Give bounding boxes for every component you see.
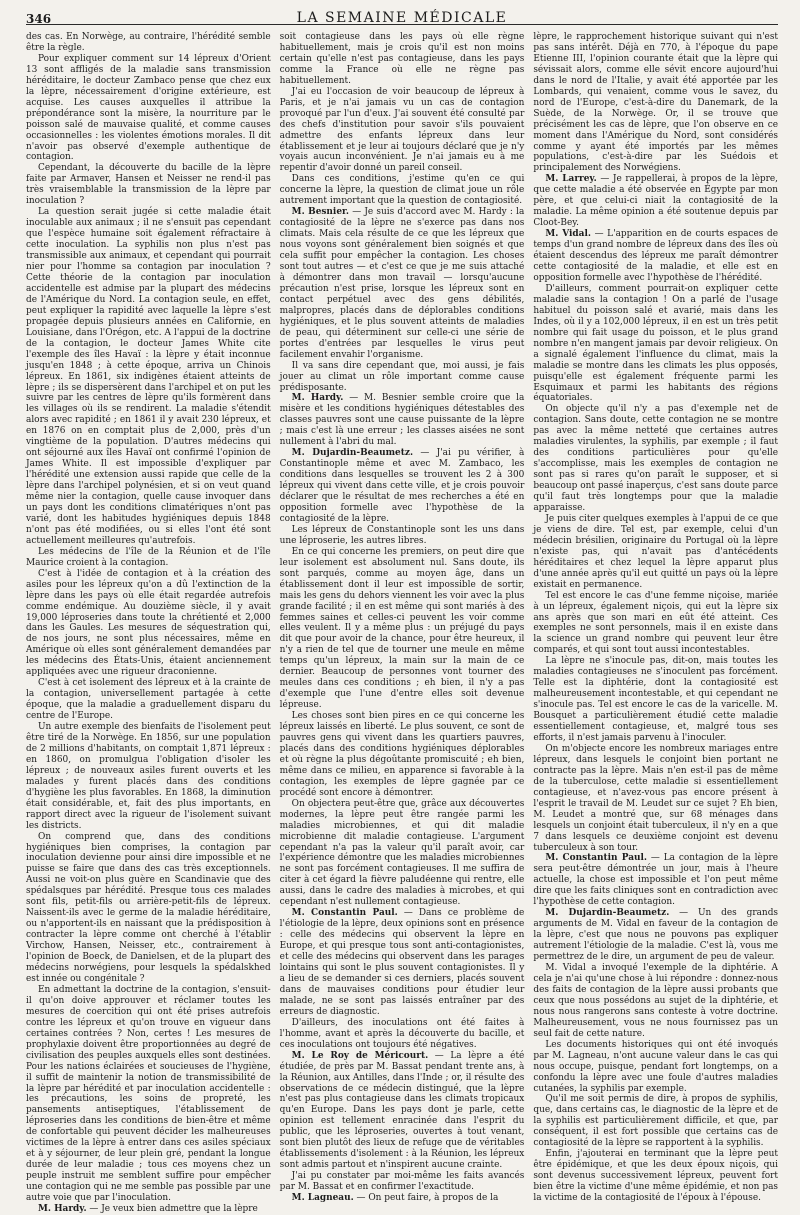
paragraph [280,711,525,799]
page-number: 346 [26,12,52,26]
paragraph-text: On objectera peut-être que, grâce aux découvertes modernes, la lèpre peut être rangée parmi les maladies microbiennes, et qui dit maladie microbienne dit maladie contagieuse. L'argument cependant n'a pas la valeur qu'il paraît avoir, car l'expérience démontre que les maladies microbiennes ne sont pas forcément contagieuses. Il me suffira de citer à cet égard la fièvre paludéenne qui rentre, elle aussi, dans le cadre des maladies à microbes, et qui cependant n'est nullement contagieuse. [279,798,525,908]
paragraph-text: On comprend que, dans des conditions hygiéniques bien comprises, la contagion par inoculation devienne pour ainsi dire impossible et ne puisse se faire que dans des cas très exceptionnels. Aussi ne voit-on plus guère en Scandinavie que des spédalsques par hérédité. Presque tous ces malades sont fils, petit-fils ou arrière-petit-fils de lépreux. Naissent-ils avec le germe de la maladie héréditaire, ou n'apportent-ils en naissant que la prédisposition à contracter la lèpre comme ont cherché à l'établir Virchow, Hansen, Neisser, etc., contrairement à l'opinion de Boeck, de Danielsen, et de la plupart des médecins norwégiens, pour lesquels la spédalskhed est innée ou congénitale ? [26,831,271,984]
paragraph-text: soit contagieuse dans les pays où elle règne habituellement, mais je crois qu'il est non moins certain qu'elle n'est pas contagieuse, dans les pays comme la France où elle ne règne pas habituellement. [279,32,525,86]
paragraph-text: — On peut faire, à propos de la [353,1193,499,1204]
paragraph [26,832,271,985]
paragraph [26,54,271,164]
paragraph-text: — Un des grands arguments de M. Vidal en faveur de la contagion de la lèpre, c'est que nous ne pouvons pas expliquer autrement l'étiologie de la maladie. C'est là, vous me permettrez de le dire, un argument de peu de valeur. [533,908,779,963]
speaker-name: M. Hardy. [291,393,344,404]
paragraph-text: Qu'il me soit permis de dire, à propos de syphilis, que, dans certains cas, le diagnostic de la lèpre et de la syphilis est particulièrement difficile, et que, par conséquent, il est fort possible que certains cas de contagiosité de la lèpre se rapportent à la syphilis. [533,1094,779,1149]
paragraph-text: Tel est encore le cas d'une femme niçoise, mariée à un lépreux, également niçois, qui eut la lèpre six ans après que son mari en eût été atteint. Ces exemples ne sont personnels, mais il en existe dans la science un grand nombre qui peuvent leur être comparés, et qui sont tout aussi incontestables. [533,590,779,656]
speaker-name: M. Constantin Paul. [291,908,398,919]
paragraph-text: J'ai pu constater par moi-même les faits avancés par M. Bassat et en confirmer l'exactitude. [279,1171,525,1193]
paragraph-text: Les choses sont bien pires en ce qui concerne les lépreux laissés en liberté. Le plus souvent, ce sont de pauvres gens qui vivent dans les quartiers pauvres, placés dans des conditions hygiéniques déplorables et où règne la plus dégoûtante promiscuité ; eh bien, même dans ce milieu, en apparence si favorable à la contagion, les exemples de lèpre gagnée par ce procédé sont encore à démontrer. [279,711,525,798]
paragraph [533,404,778,514]
paragraph [280,32,525,87]
paragraph [280,1051,525,1171]
paragraph [533,174,778,229]
paragraph-text: Dans ces conditions, j'estime qu'en ce qui concerne la lèpre, la question de climat joue un rôle autrement important que la question de contagiosité. [279,174,525,207]
column-2 [279,32,525,1204]
paragraph [533,1094,778,1149]
paragraph-text: — La lèpre a été étudiée, de près par M. Bassat pendant trente ans, à la Réunion, aux Antilles, dans l'Inde ; or, il résulte des observations de ce médecin distingué, que la lèpre n'est pas plus contagieuse dans les climats tropicaux qu'en Europe. Dans les pays dont je parle, cette opinion est tellement enracinée dans l'esprit du public, que les léproseries, ouvertes à tout venant, sont bien plutôt des lieux de refuge que de véritables établissements d'isolement : à la Réunion, les lépreux sont admis partout et n'inspirent aucune crainte. [279,1050,525,1171]
running-title: LA SEMAINE MÉDICALE [296,10,508,26]
paragraph [533,853,778,908]
paragraph [280,1018,525,1051]
speaker-name: M. Dujardin-Beaumetz. [545,908,670,919]
speaker-name: M. Lagneau. [291,1193,354,1204]
paragraph [280,525,525,547]
paragraph [26,722,271,832]
paragraph-text: En admettant la doctrine de la contagion, s'ensuit-il qu'on doive approuver et réclamer toutes les mesures de coercition qui ont été prises autrefois contre les lépreux et qu'on trouve en vigueur dans certaines contrées ? Non, certes ! Les mesures de prophylaxie doivent être proportionnées au degré de civilisation des peuples auxquels elles sont destinées. Pour les nations éclairées et soucieuses de l'hygiène, il suffit de maintenir la notion de transmissibilité de la lèpre par hérédité et par inoculation accidentelle : les précautions, les soins de propreté, les pansements antiseptiques, l'établissement de léproseries dans les conditions de bien-être et même de confortable qui peuvent décider les malheureuses victimes de la lèpre à entrer dans ces asiles spéciaux et à y séjourner, de leur plein gré, pendant la longue durée de leur maladie ; tous ces moyens chez un peuple instruit me semblent suffire pour empêcher une contagion qui ne me semble pas possible par une autre voie que par l'inoculation. [26,984,271,1204]
paragraph [26,207,271,547]
paragraph [533,1149,778,1204]
paragraph [280,174,525,207]
text-columns [26,32,779,1214]
column-3 [533,32,779,1204]
paragraph-text: C'est à l'idée de contagion et à la création des asiles pour les lépreux qu'on a dû l'extinction de la lèpre dans les pays où elle était regardée autrefois comme endémique. Au douzième siècle, il y avait 19,000 léproseries dans toute la chrétienté et 2,000 dans les Gaules. Les mesures de séquestration qui, de nos jours, ne sont plus nécessaires, même en Amérique où elles sont généralement demandées par les médecins des États-Unis, étaient anciennement appliquées avec une rigueur draconienne. [26,568,271,678]
paragraph [533,514,778,591]
speaker-name: M. Constantin Paul. [545,853,648,864]
paragraph-text: On m'objecte encore les nombreux mariages entre lépreux, dans lesquels le conjoint bien portant ne contracte pas la lèpre. Mais n'en est-il pas de même de la tuberculose, cette maladie si essentiellement contagieuse, et n'avez-vous pas encore présent à l'esprit le travail de M. Leudet sur ce sujet ? Eh bien, M. Leudet a montré que, sur 68 ménages dans lesquels un conjoint était tuberculeux, il n'y en a que 7 dans lesquels ce deuxième conjoint est devenu tuberculeux à son tour. [533,743,779,853]
paragraph [26,163,271,207]
paragraph-text: Les documents historiques qui ont été invoqués par M. Lagneau, n'ont aucune valeur dans le cas qui nous occupe, puisque, pendant fort longtemps, on a confondu la lèpre avec une foule d'autres maladies cutanées, la syphilis par exemple. [533,1039,779,1094]
paragraph-text: En ce qui concerne les premiers, on peut dire que leur isolement est absolument nul. Sans doute, ils sont parqués, comme au moyen âge, dans un établissement dont il leur est impossible de sortir, mais les gens du dehors viennent les voir avec la plus grande facilité ; il en est même qui sont mariés à des femmes saines et celles-ci peuvent les voir comme elles veulent. Il y a même plus : un préjugé du pays dit que pour avoir de la chance, pour être heureux, il n'y a rien de tel que de tourner une meule en même temps qu'un lépreux, la main sur la main de ce dernier. Beaucoup de personnes vont tourner des meules dans ces conditions ; eh bien, il n'y a pas d'exemple que l'une d'entre elles soit devenue lépreuse. [279,546,525,711]
paragraph-text: La question serait jugée si cette maladie était inoculable aux animaux ; il ne s'ensuit pas cependant que l'espèce humaine soit également réfractaire à cette inoculation. La syphilis non plus n'est pas transmissible aux animaux, et cependant qui pourrait nier pour l'homme sa contagion par inoculation ? Cette théorie de la contagion par inoculation accidentelle est admise par la plupart des médecins de l'Amérique du Nord. La contagion seule, en effet, peut expliquer la rapidité avec laquelle la lèpre s'est propagée depuis plusieurs années en Californie, en Louisiane, dans l'Orégon, etc. A l'appui de la doctrine de la contagion, le docteur James White cite l'exemple des îles Havaï : la lèpre y était inconnue jusqu'en 1848 ; à cette époque, arriva un Chinois lépreux. En 1861, six indigènes étaient atteints de lèpre ; ils se dispersèrent dans l'archipel et on put les suivre par les centres de lèpre qu'ils formèrent dans les villages où ils se rendirent. La maladie s'étendit alors avec rapidité ; en 1861 il y avait 230 lépreux, et en 1876 on en comptait plus de 2,000, près d'un vingtième de la population. D'autres médecins qui ont séjourné aux îles Havaï ont confirmé l'opinion de James White. Il est impossible d'expliquer par l'hérédité une extension aussi rapide que celle de la lèpre dans l'archipel polynésien, et si on veut quand même nier la contagion, quelle cause invoquer dans un pays dont les conditions climatériques n'ont pas varié, dont les habitudes hygiéniques depuis 1848 n'ont pas été modifiées, ou si elles l'ont été sont actuellement meilleures qu'autrefois. [26,207,271,546]
paragraph-text: — Dans ce problème de l'étiologie de la lèpre, deux opinions sont en présence : celle des médecins qui observent la lèpre en Europe, et qui presque tous sont anti-contagionistes, et celle des médecins qui observent dans les parages lointains qui sont le plus souvent contagionistes. Il y a lieu de se demander si ces derniers, placés souvent dans de mauvaises conditions pour étudier leur malade, ne se sont pas laissés entraîner par des erreurs de diagnostic. [279,908,525,1017]
paragraph-text: Un autre exemple des bienfaits de l'isolement peut être tiré de la Norwège. En 1856, sur une population de 2 millions d'habitants, on comptait 1,871 lépreux : en 1860, on promulgua l'obligation d'isoler les lépreux ; de nouveaux asiles furent ouverts et les malades y furent placés dans des conditions d'hygiène les plus favorables. En 1868, la diminution était considérable, et, fait des plus importants, en rapport direct avec la rigueur de l'isolement suivant les districts. [26,722,271,831]
speaker-name: M. Vidal. [545,229,591,240]
paragraph-text: D'ailleurs, des inoculations ont été faites à l'homme, avant et après la découverte du bacille, et ces inoculations ont toujours été négatives. [279,1017,525,1050]
paragraph [533,1040,778,1095]
paragraph-text: — Je rappellerai, à propos de la lèpre, que cette maladie a été observée en Égypte par mon père, et que celui-ci niait la contagiosité de la maladie. La même opinion a été soutenue depuis par Cloot-Bey. [533,174,779,229]
paragraph [26,547,271,569]
paragraph-text: Les lépreux de Constantinople sont les uns dans une léproserie, les autres libres. [279,524,525,546]
speaker-name: M. Larrey. [545,174,597,185]
paragraph [26,32,271,54]
paragraph [533,908,778,963]
paragraph-text: Pour expliquer comment sur 14 lépreux d'Orient 13 sont affligés de la maladie sans transmission héréditaire, le docteur Zambaco pense que chez eux la lèpre, nécessairement d'origine extérieure, est acquise. Les causes auxquelles il attribue la prépondérance sont la misère, la nourriture par le poisson salé de mauvaise qualité, et comme causes occasionnelles : les violentes émotions morales. Il dit n'avoir pas observé d'exemple authentique de contagion. [26,53,271,163]
paragraph-text: des cas. En Norwège, au contraire, l'hérédité semble être la règle. [26,32,271,53]
paragraph-text: La lèpre ne s'inocule pas, dit-on, mais toutes les maladies contagieuses ne s'inoculent pas forcément. Telle est la diphtérie, dont la contagiosité est malheureusement incontestable, et qui cependant ne s'inocule pas. Tel est encore le cas de la varicelle. M. Bousquet a particulièrement étudié cette maladie essentiellement contagieuse, et, malgré tous ses efforts, il n'est jamais parvenu à l'inoculer. [533,656,779,743]
paragraph-text: C'est à cet isolement des lépreux et à la crainte de la contagion, universellement partagée à cette époque, que la maladie a graduellement disparu du centre de l'Europe. [26,678,271,722]
paragraph [26,569,271,679]
paragraph [533,284,778,404]
paragraph [533,744,778,854]
paragraph-text: Enfin, j'ajouterai en terminant que la lèpre peut être épidémique, et que les deux époux niçois, qui sont devenus successivement lépreux, peuvent fort bien être la victime d'une même épidémie, et non pas la victime de la contagiosité de l'époux à l'épouse. [533,1149,779,1204]
paragraph [533,591,778,657]
paragraph-text: Je puis citer quelques exemples à l'appui de ce que je viens de dire. Tel est, par exemple, celui d'un médecin brésilien, originaire du Portugal où la lèpre n'existe pas, qui n'avait pas d'antécédents héréditaires et chez lequel la lèpre apparut plus d'une année après qu'il eut quitté un pays où la lèpre existait en permanence. [533,513,779,590]
page-header [26,10,778,32]
paragraph [280,1193,525,1204]
paragraph-text: D'ailleurs, comment pourrait-on expliquer cette maladie sans la contagion ! On a parlé de l'usage habituel du poisson salé et avarié, mais dans les Indes, où il y a 102,000 lépreux, il en est un très petit nombre qui fait usage du poisson, et le plus grand nombre n'en mangent jamais par devoir religieux. On a signalé également l'influence du climat, mais la maladie se montre dans les climats les plus opposés, puisqu'elle est également fréquente parmi les Esquimaux et parmi les habitants des régions équatoriales. [533,283,779,404]
column-1 [26,32,271,1214]
paragraph [280,1171,525,1193]
paragraph [533,32,778,174]
paragraph-text: — Je veux bien admettre que la lèpre [86,1203,258,1214]
paragraph-text: Cependant, la découverte du bacille de la lèpre faite par Armaver, Hansen et Neisser ne rend-il pas très vraisemblable la transmission de la lèpre par inoculation ? [26,163,271,207]
paragraph-text: — M. Besnier semble croire que la misère et les conditions hygiéniques détestables des classes pauvres sont une cause puissante de la lèpre ; mais c'est là une erreur ; les classes aisées ne sont nullement à l'abri du mal. [279,393,525,448]
paragraph [26,1204,271,1215]
paragraph [533,656,778,744]
paragraph [280,547,525,711]
paragraph [280,393,525,448]
paragraph [280,448,525,525]
paragraph-text: — L'apparition en de courts espaces de temps d'un grand nombre de lépreux dans des îles où étaient descendus des lépreux me paraît démontrer cette contagiosité de la maladie, et elle est en opposition formelle avec l'hypothèse de l'hérédité. [533,229,779,283]
paragraph [280,207,525,360]
speaker-name: M. Dujardin-Beaumetz. [291,448,414,459]
paragraph [26,985,271,1204]
paragraph-text: J'ai eu l'occasion de voir beaucoup de lépreux à Paris, et je n'ai jamais vu un cas de contagion provoqué par l'un d'eux. J'ai souvent été consulté par des chefs d'institution pour savoir s'ils pouvaient admettre des enfants lépreux dans leur établissement et je leur ai toujours déclaré que je n'y voyais aucun inconvénient. Je n'ai jamais eu à me repentir d'avoir donné un pareil conseil. [279,86,525,174]
paragraph-text: — J'ai pu vérifier, à Constantinople même et avec M. Zambaco, les conditions dans lesquelles se trouvent les 2 à 300 lépreux qui vivent dans cette ville, et je crois pouvoir déclarer que le résultat de mes recherches a été en opposition formelle avec l'hypothèse de la contagiosité de la lèpre. [279,448,525,524]
paragraph [280,361,525,394]
paragraph [280,87,525,175]
speaker-name: M. Le Roy de Méricourt. [291,1050,429,1061]
paragraph [26,678,271,722]
paragraph-text: — La contagion de la lèpre sera peut-être démontrée un jour, mais à l'heure actuelle, la chose est impossible et l'on peut même dire que les faits cliniques sont en contradiction avec l'hypothèse de cette contagion. [533,853,779,908]
paragraph [533,229,778,284]
paragraph-text: Il va sans dire cependant que, moi aussi, je fais jouer au climat un rôle important comme cause prédisposante. [279,360,525,393]
paragraph-text: Les médecins de l'île de la Réunion et de l'île Maurice croient à la contagion. [26,546,271,568]
paragraph-text: M. Vidal a invoqué l'exemple de la diphtérie. A cela je n'ai qu'une chose à lui répondre : donnez-nous des faits de contagion de la lèpre aussi probants que ceux que nous possédons au sujet de la diphtérie, et nous nous rangerons sans conteste à votre doctrine. Malheureusement, vous ne nous fournissez pas un seul fait de cette nature. [533,963,779,1039]
speaker-name: M. Besnier. [291,207,349,218]
paragraph [280,799,525,909]
header-rule [26,24,778,25]
paragraph-text: — Je suis d'accord avec M. Hardy : la contagiosité de la lèpre ne s'exerce pas dans nos climats. Mais cela résulte de ce que les lépreux que nous voyons sont généralement bien soignés et que cela suffit pour empêcher la contagion. Les choses sont tout autres — et c'est ce que je me suis attaché à démontrer dans mon travail — lorsqu'aucune précaution n'est prise, lorsque les lépreux sont en contact perpétuel avec des gens débilités, malpropres, placés dans de déplorables conditions hygiéniques, et le plus souvent atteints de maladies de peau, qui déterminent sur celle-ci une série de portes d'entrées par lesquelles le virus peut facilement envahir l'organisme. [279,207,525,360]
paragraph [533,963,778,1040]
speaker-name: M. Hardy. [38,1203,87,1214]
paragraph [280,908,525,1018]
paragraph-text: On objecte qu'il n'y a pas d'exemple net de contagion. Sans doute, cette contagion ne se montre pas avec la même netteté que certaines autres maladies virulentes, la syphilis, par exemple ; il faut des conditions particulières pour qu'elle s'accomplisse, mais les exemples de contagion ne sont pas si rares qu'on paraît le supposer, et si beaucoup ont passé inaperçus, c'est sans doute parce qu'il faut très longtemps pour que la maladie apparaisse. [533,404,779,513]
paragraph-text: lèpre, le rapprochement historique suivant qui n'est pas sans intérêt. Déjà en 770, à l'époque du pape Etienne III, l'opinion courante était que la lèpre qui sévissait alors, comme elle sévit encore aujourd'hui dans le nord de l'Italie, y avait été apportée par les Lombards, qui venaient, comme vous le savez, du nord de l'Europe, c'est-à-dire du Danemark, de la Suède, de la Norwège. Or, il se trouve que précisément les cas de lèpre, que l'on observe en ce moment dans l'Amérique du Nord, sont considérés comme y ayant été importés par les mêmes populations, c'est-à-dire par les Suédois et principalement des Norwégiens. [533,32,779,174]
